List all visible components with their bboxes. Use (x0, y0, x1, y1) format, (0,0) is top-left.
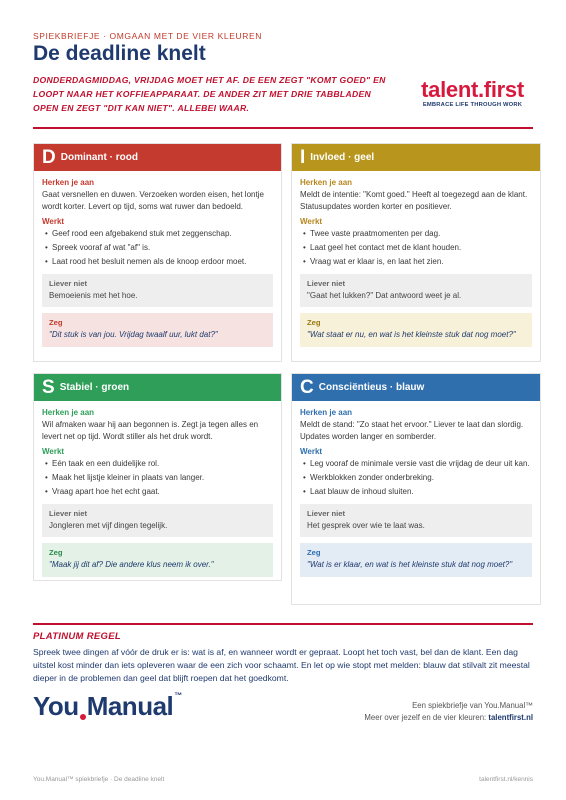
brand-name: talent.first (421, 77, 524, 102)
works-list (300, 228, 532, 268)
works-list (300, 458, 532, 498)
card-header (292, 374, 540, 401)
say-box (300, 543, 532, 577)
recognize-label: Herken je aan (300, 178, 353, 187)
logo-left: You (33, 691, 79, 721)
talent-first-logo (405, 79, 540, 108)
say-label: Zeg (49, 318, 63, 327)
say-box (300, 313, 532, 347)
card-body (292, 171, 540, 361)
avoid-box (42, 504, 273, 538)
list-item: • Laat blauw de inhoud sluiten. (300, 486, 532, 498)
rule-title: PLATINUM REGEL (33, 631, 121, 642)
avoid-box (300, 504, 532, 538)
recognize-text: Gaat versnellen en duwen. Verzoeken worden eisen, het lontje wordt korter. Levert op tijd, soms wat ruwer dan bedoeld. (42, 190, 264, 211)
logo-right: Manual (86, 691, 174, 721)
promo-link[interactable]: talentfirst.nl (488, 713, 533, 722)
list-item: • Twee vaste praatmomenten per dag. (300, 228, 532, 240)
say-box (42, 313, 273, 347)
say-box (42, 543, 273, 577)
card-header (34, 374, 281, 401)
rule-text: Spreek twee dingen af vóór de druk er is: wat is af, en wanneer wordt er gepraat. Loopt het toch vast, bel dan de klant. Een dag uitstel kost minder dan iets opleveren waar de een zich voor schaamt. En let op wie stopt met melden: blauw dat stilvalt zit meestal dieper in de problemen dan geel dat blijft roepen dat het goedkomt. (33, 647, 530, 683)
card-body (292, 401, 540, 591)
say-label: Zeg (307, 318, 321, 327)
works-label: Werkt (300, 217, 323, 226)
card-stable (33, 373, 282, 581)
say-text: "Wat staat er nu, en wat is het kleinste stuk dat nog moet?" (307, 330, 516, 339)
card-body (34, 171, 281, 361)
card-letter: S (42, 377, 55, 398)
card-letter: D (42, 147, 56, 168)
avoid-text: Bemoeienis met het hoe. (49, 290, 138, 300)
logo-trademark: ™ (174, 691, 182, 700)
promo-line-2 (364, 712, 533, 724)
avoid-box (300, 274, 532, 308)
logo-dot-icon (80, 714, 86, 720)
list-item: • Geef rood een afgebakend stuk met zeggenschap. (42, 228, 273, 240)
recognize-text: Meldt de stand: "Zo staat het ervoor." Liever te laat dan slordig. Updates worden langer en somberder. (300, 420, 524, 441)
list-item: • Eén taak en een duidelijke rol. (42, 458, 273, 470)
card-letter: C (300, 377, 314, 398)
recognize-label: Herken je aan (42, 408, 95, 417)
recognize-text: Wil afmaken waar hij aan begonnen is. Zegt ja tegen alles en levert net op tijd. Wordt stiller als het druk wordt. (42, 420, 259, 441)
card-title: Consciëntieus · blauw (318, 382, 425, 393)
page-title: De deadline knelt (33, 42, 206, 65)
card-body (34, 401, 281, 591)
promo-text (364, 700, 533, 724)
say-text: "Maak jij dit af? Die andere klus neem ik over." (49, 560, 214, 569)
works-label: Werkt (42, 217, 65, 226)
card-header (292, 144, 540, 171)
avoid-label: Liever niet (49, 278, 87, 288)
promo-line-1: Een spiekbriefje van You.Manual™ (412, 701, 533, 710)
works-label: Werkt (42, 447, 65, 456)
list-item: • Leg vooraf de minimale versie vast die vrijdag de deur uit kan. (300, 458, 532, 470)
say-text: "Wat is er klaar, en wat is het kleinste stuk dat nog moet?" (307, 560, 513, 569)
list-item: • Werkblokken zonder onderbreking. (300, 472, 532, 484)
recognize-label: Herken je aan (300, 408, 353, 417)
card-dominant (33, 143, 282, 362)
card-title: Dominant · rood (60, 152, 138, 163)
say-text: "Dit stuk is van jou. Vrijdag twaalf uur, lukt dat?" (49, 330, 218, 339)
list-item: • Maak het lijstje kleiner in plaats van langer. (42, 472, 273, 484)
avoid-label: Liever niet (307, 278, 345, 288)
avoid-label: Liever niet (49, 508, 87, 518)
recognize-label: Herken je aan (42, 178, 95, 187)
card-influence (291, 143, 541, 362)
avoid-text: Het gesprek over wie te laat was. (307, 520, 425, 530)
card-letter: I (300, 147, 306, 168)
works-label: Werkt (300, 447, 323, 456)
intro-text: DONDERDAGMIDDAG, VRIJDAG MOET HET AF. DE EEN ZEGT "KOMT GOED" EN LOOPT NAAR HET KOFFIEAPPARAAT. DE ANDER ZIT MET DRIE TABBLADEN OPEN EN ZEGT "DIT KAN NIET". ALLEBEI WAAR. (33, 75, 386, 113)
list-item: • Laat rood het besluit nemen als de knoop erdoor moet. (42, 256, 273, 268)
avoid-label: Liever niet (307, 508, 345, 518)
list-item: • Vraag wat er klaar is, en laat het zien. (300, 256, 532, 268)
say-label: Zeg (307, 548, 321, 557)
avoid-box (42, 274, 273, 308)
card-title: Invloed · geel (310, 152, 375, 163)
works-list (42, 228, 273, 268)
you-manual-logo (33, 691, 182, 722)
avoid-text: Jongleren met vijf dingen tegelijk. (49, 520, 168, 530)
footer-left: You.Manual™ spiekbriefje · De deadline knelt (33, 776, 165, 783)
card-header (34, 144, 281, 171)
kicker: SPIEKBRIEFJE · OMGAAN MET DE VIER KLEUREN (33, 31, 262, 41)
list-item: • Vraag apart hoe het echt gaat. (42, 486, 273, 498)
recognize-text: Meldt de intentie: "Komt goed." Heeft al toegezegd aan de klant. Statusupdates worden korter en positiever. (300, 190, 528, 211)
avoid-text: "Gaat het lukken?" Dat antwoord weet je al. (307, 290, 462, 300)
say-label: Zeg (49, 548, 63, 557)
top-divider (33, 127, 533, 129)
card-title: Stabiel · groen (59, 382, 130, 393)
promo-prefix: Meer over jezelf en de vier kleuren: (364, 713, 487, 722)
works-list (42, 458, 273, 498)
brand-tagline: EMBRACE LIFE THROUGH WORK (422, 102, 523, 108)
footer-right-link[interactable]: talentfirst.nl/kennis (479, 776, 533, 783)
card-conscientious (291, 373, 541, 605)
rule-divider (33, 623, 533, 625)
list-item: • Spreek vooraf af wat "af" is. (42, 242, 273, 254)
list-item: • Laat geel het contact met de klant houden. (300, 242, 532, 254)
